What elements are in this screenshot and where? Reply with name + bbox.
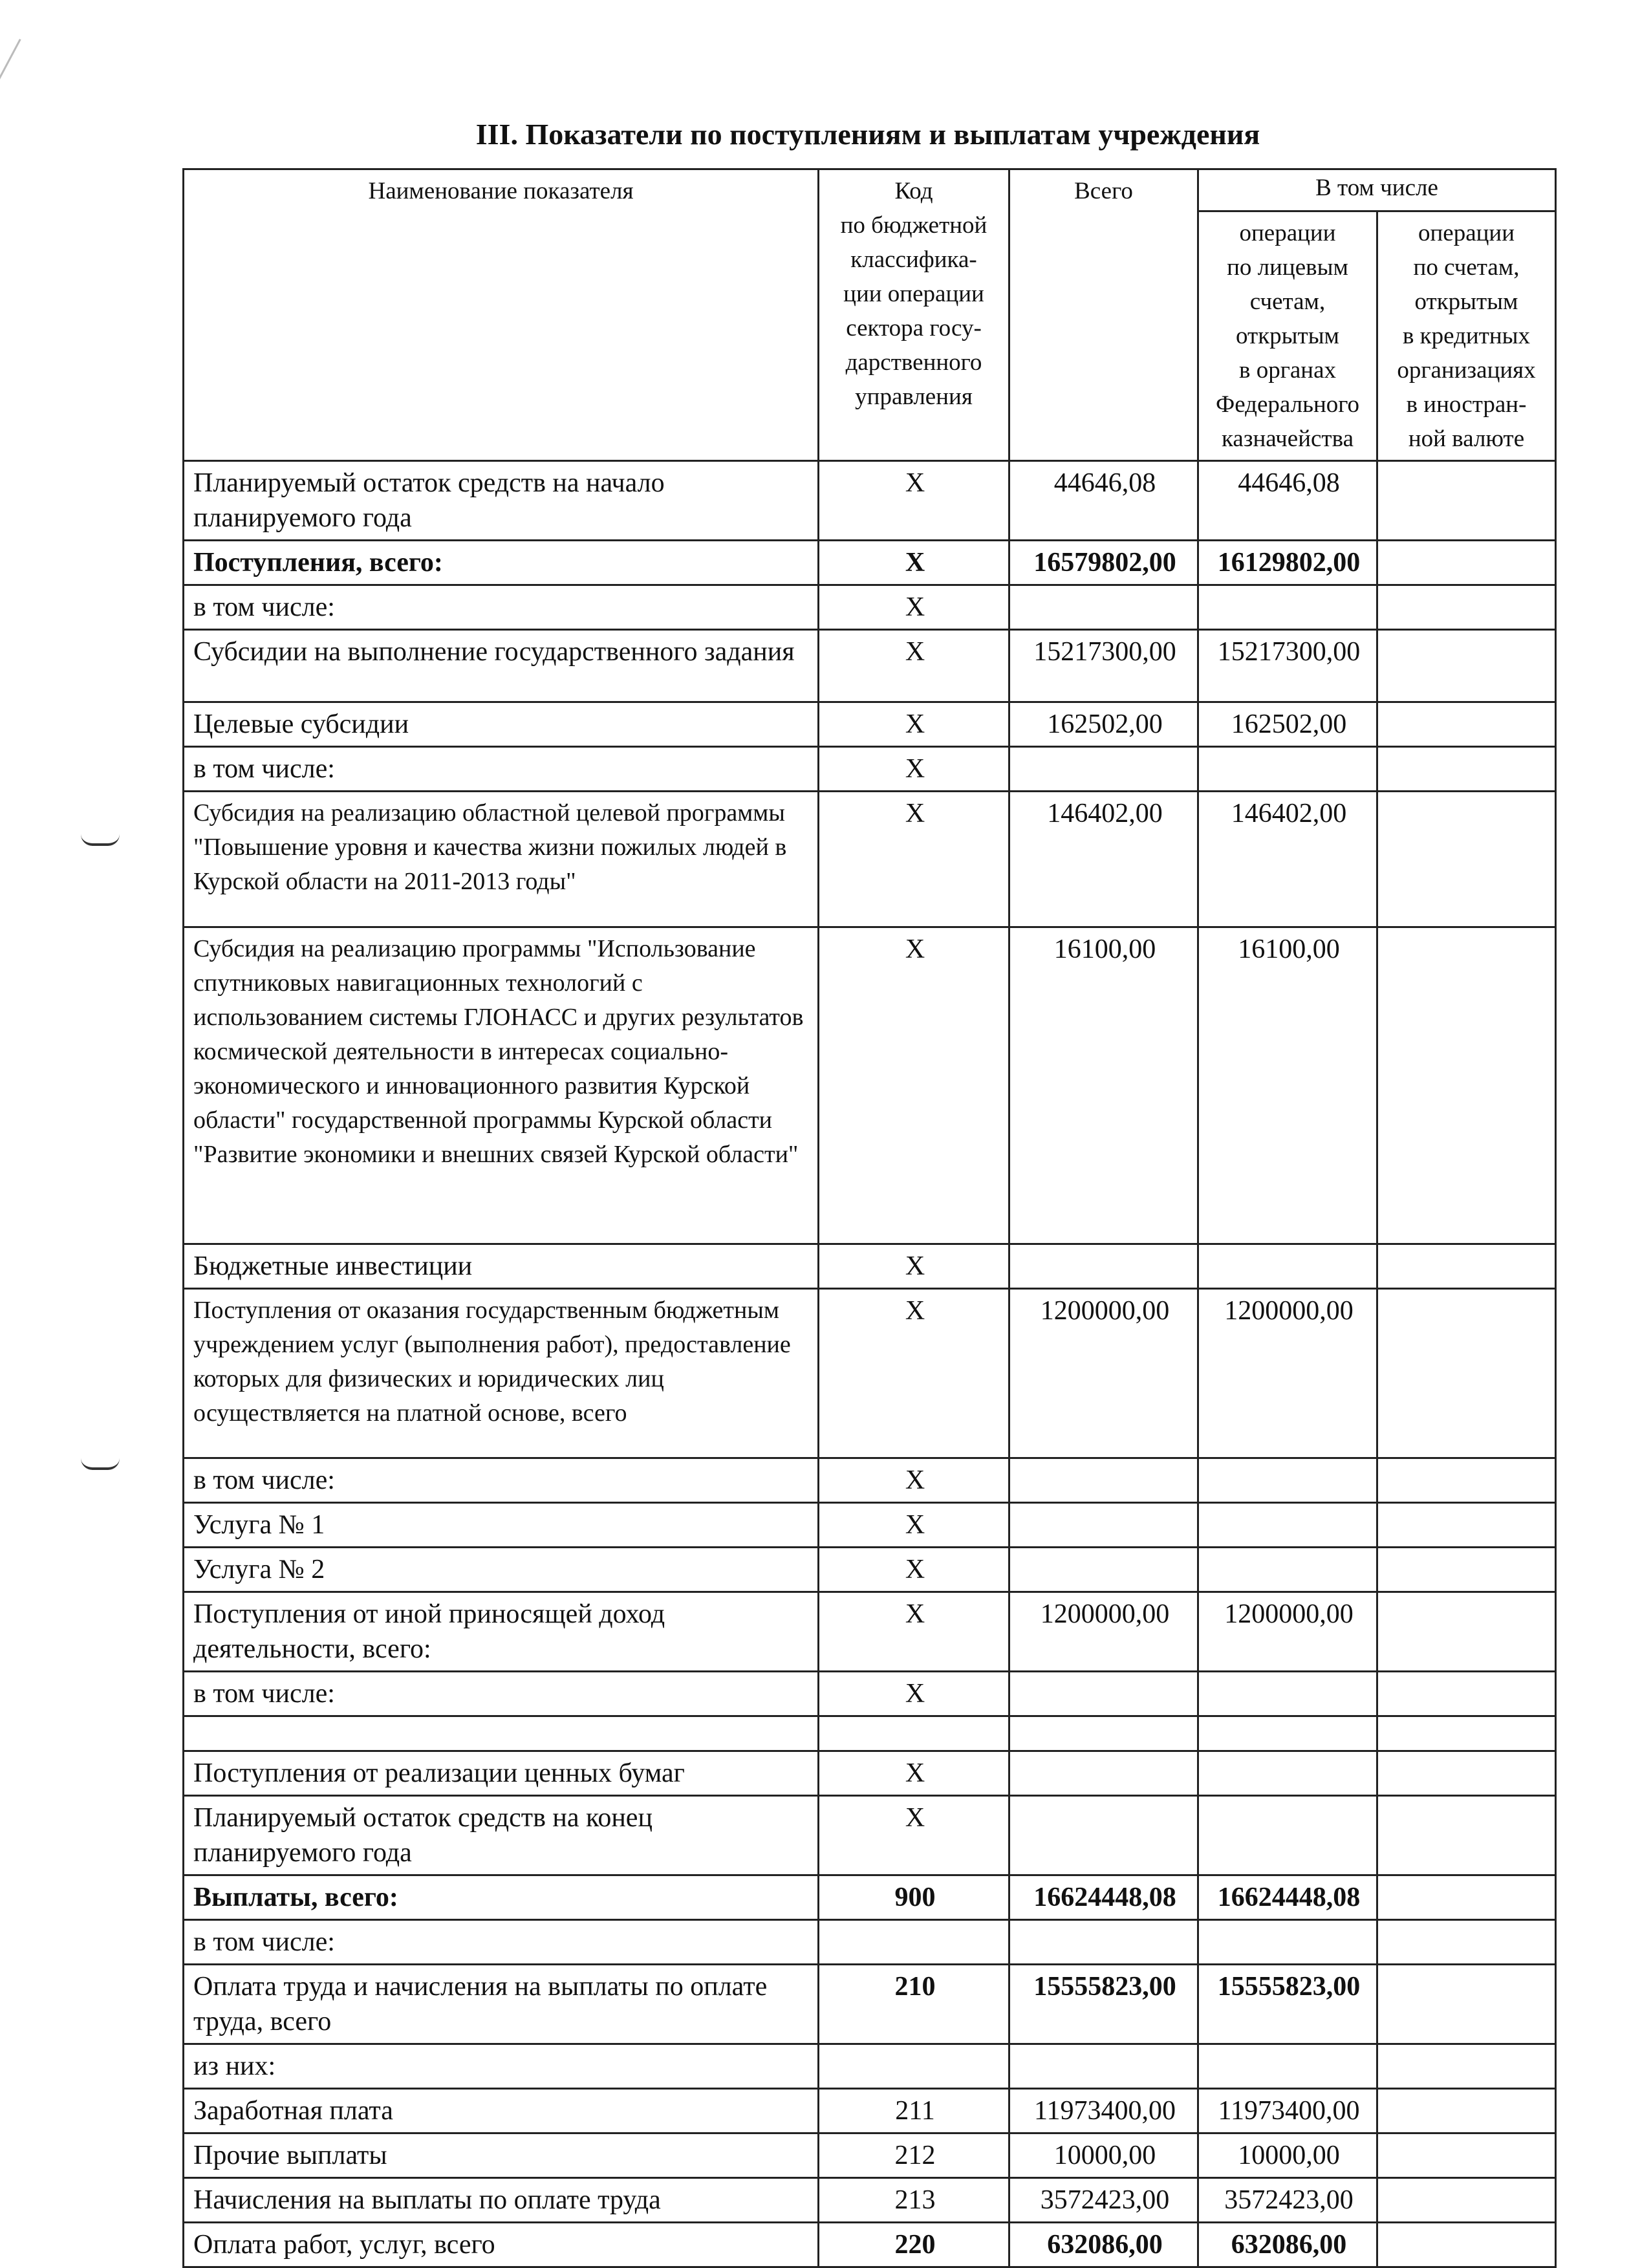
cell-total xyxy=(1009,1751,1198,1796)
cell-foreign xyxy=(1377,2133,1556,2178)
cell-treasury: 162502,00 xyxy=(1198,702,1377,747)
header-treasury: операции по лицевым счетам, открытым в органах Федерального казначейства xyxy=(1198,211,1377,461)
cell-foreign xyxy=(1377,2044,1556,2089)
cell-code: X xyxy=(819,1548,1009,1592)
indicators-table xyxy=(182,168,1557,2268)
cell-total xyxy=(1009,1458,1198,1503)
cell-code: 220 xyxy=(819,2223,1009,2267)
table-row xyxy=(184,1592,1556,1672)
cell-treasury xyxy=(1198,1244,1377,1289)
table-row xyxy=(184,1458,1556,1503)
cell-foreign xyxy=(1377,630,1556,702)
cell-code: X xyxy=(819,792,1009,927)
cell-code: X xyxy=(819,1503,1009,1548)
cell-name: Начисления на выплаты по оплате труда xyxy=(184,2178,819,2223)
cell-name: Планируемый остаток средств на конец планируемого года xyxy=(184,1796,819,1875)
cell-total xyxy=(1009,747,1198,792)
cell-total: 11973400,00 xyxy=(1009,2089,1198,2133)
cell-foreign xyxy=(1377,2178,1556,2223)
cell-foreign xyxy=(1377,1458,1556,1503)
cell-name: Выплаты, всего: xyxy=(184,1875,819,1920)
cell-name: Поступления, всего: xyxy=(184,541,819,585)
scan-margin-line xyxy=(0,39,21,211)
cell-name: Поступления от реализации ценных бумаг xyxy=(184,1751,819,1796)
cell-treasury xyxy=(1198,1458,1377,1503)
cell-total xyxy=(1009,1920,1198,1965)
scan-mark xyxy=(81,1458,120,1470)
table-row xyxy=(184,2044,1556,2089)
cell-name: Поступления от оказания государственным бюджетным учреждением услуг (выполнения работ), предоставление которых для физических и юридических лиц осуществляется на платной основе, всего xyxy=(184,1289,819,1458)
cell-treasury: 3572423,00 xyxy=(1198,2178,1377,2223)
cell-code: X xyxy=(819,1592,1009,1672)
cell-name: Субсидии на выполнение государственного задания xyxy=(184,630,819,702)
cell-foreign xyxy=(1377,1289,1556,1458)
table-row xyxy=(184,1751,1556,1796)
cell-foreign xyxy=(1377,1796,1556,1875)
cell-name: Субсидия на реализацию областной целевой программы "Повышение уровня и качества жизни пожилых людей в Курской области на 2011-2013 годы" xyxy=(184,792,819,927)
cell-total: 632086,00 xyxy=(1009,2223,1198,2267)
cell-name: Заработная плата xyxy=(184,2089,819,2133)
cell-code xyxy=(819,1920,1009,1965)
table-body xyxy=(184,461,1556,2267)
table-row xyxy=(184,1875,1556,1920)
cell-total: 16100,00 xyxy=(1009,927,1198,1244)
cell-treasury xyxy=(1198,1503,1377,1548)
table-row xyxy=(184,1289,1556,1458)
cell-treasury: 10000,00 xyxy=(1198,2133,1377,2178)
cell-foreign xyxy=(1377,461,1556,541)
cell-foreign xyxy=(1377,1716,1556,1751)
cell-name: в том числе: xyxy=(184,1672,819,1716)
cell-foreign xyxy=(1377,2223,1556,2267)
cell-code: X xyxy=(819,1796,1009,1875)
cell-name: Прочие выплаты xyxy=(184,2133,819,2178)
table-row xyxy=(184,1965,1556,2044)
cell-code: X xyxy=(819,585,1009,630)
cell-foreign xyxy=(1377,585,1556,630)
cell-total xyxy=(1009,1716,1198,1751)
cell-treasury: 16100,00 xyxy=(1198,927,1377,1244)
table-row xyxy=(184,927,1556,1244)
cell-code: 210 xyxy=(819,1965,1009,2044)
cell-code: 213 xyxy=(819,2178,1009,2223)
cell-foreign xyxy=(1377,1920,1556,1965)
cell-total: 44646,08 xyxy=(1009,461,1198,541)
cell-total: 3572423,00 xyxy=(1009,2178,1198,2223)
cell-code: X xyxy=(819,927,1009,1244)
table-row xyxy=(184,1796,1556,1875)
cell-treasury: 1200000,00 xyxy=(1198,1592,1377,1672)
cell-code: X xyxy=(819,541,1009,585)
cell-code: X xyxy=(819,461,1009,541)
cell-treasury xyxy=(1198,1751,1377,1796)
cell-treasury xyxy=(1198,1920,1377,1965)
cell-code: X xyxy=(819,747,1009,792)
cell-treasury xyxy=(1198,1548,1377,1592)
cell-total xyxy=(1009,585,1198,630)
table-row xyxy=(184,1716,1556,1751)
cell-code: X xyxy=(819,630,1009,702)
cell-total xyxy=(1009,1672,1198,1716)
cell-foreign xyxy=(1377,1875,1556,1920)
cell-foreign xyxy=(1377,1965,1556,2044)
scan-mark xyxy=(81,834,120,846)
cell-code: 212 xyxy=(819,2133,1009,2178)
cell-total xyxy=(1009,1548,1198,1592)
cell-foreign xyxy=(1377,927,1556,1244)
cell-code xyxy=(819,2044,1009,2089)
cell-treasury: 11973400,00 xyxy=(1198,2089,1377,2133)
cell-foreign xyxy=(1377,792,1556,927)
cell-name: в том числе: xyxy=(184,585,819,630)
cell-name: из них: xyxy=(184,2044,819,2089)
cell-name xyxy=(184,1716,819,1751)
table-row xyxy=(184,1548,1556,1592)
cell-treasury xyxy=(1198,747,1377,792)
cell-foreign xyxy=(1377,1751,1556,1796)
cell-foreign xyxy=(1377,1244,1556,1289)
cell-total: 10000,00 xyxy=(1009,2133,1198,2178)
cell-treasury: 16624448,08 xyxy=(1198,1875,1377,1920)
cell-total xyxy=(1009,1244,1198,1289)
cell-total xyxy=(1009,1796,1198,1875)
cell-treasury: 632086,00 xyxy=(1198,2223,1377,2267)
cell-code: X xyxy=(819,1751,1009,1796)
cell-name: Поступления от иной приносящей доход деятельности, всего: xyxy=(184,1592,819,1672)
table-row xyxy=(184,2178,1556,2223)
header-row-1 xyxy=(184,169,1556,211)
cell-name: Оплата труда и начисления на выплаты по оплате труда, всего xyxy=(184,1965,819,2044)
cell-foreign xyxy=(1377,1672,1556,1716)
table-row xyxy=(184,747,1556,792)
table-row xyxy=(184,702,1556,747)
cell-total: 146402,00 xyxy=(1009,792,1198,927)
table-row xyxy=(184,1503,1556,1548)
cell-total: 162502,00 xyxy=(1009,702,1198,747)
cell-total xyxy=(1009,1503,1198,1548)
cell-treasury xyxy=(1198,2044,1377,2089)
cell-foreign xyxy=(1377,747,1556,792)
cell-code: X xyxy=(819,1458,1009,1503)
cell-code xyxy=(819,1716,1009,1751)
cell-foreign xyxy=(1377,1592,1556,1672)
table-row xyxy=(184,2089,1556,2133)
cell-name: Бюджетные инвестиции xyxy=(184,1244,819,1289)
cell-name: Оплата работ, услуг, всего xyxy=(184,2223,819,2267)
cell-foreign xyxy=(1377,2089,1556,2133)
cell-foreign xyxy=(1377,1548,1556,1592)
table-row xyxy=(184,2223,1556,2267)
cell-name: Субсидия на реализацию программы "Использование спутниковых навигационных технологий с использованием системы ГЛОНАСС и других результатов космической деятельности в интересах социально-экономического и инновационного развития Курской области" государственной программы Курской области "Развитие экономики и внешних связей Курской области" xyxy=(184,927,819,1244)
table-row xyxy=(184,461,1556,541)
cell-name: в том числе: xyxy=(184,1920,819,1965)
table-row xyxy=(184,1244,1556,1289)
cell-name: Услуга № 2 xyxy=(184,1548,819,1592)
table-row xyxy=(184,2133,1556,2178)
cell-name: в том числе: xyxy=(184,1458,819,1503)
cell-code: 900 xyxy=(819,1875,1009,1920)
cell-total: 16624448,08 xyxy=(1009,1875,1198,1920)
cell-code: X xyxy=(819,1244,1009,1289)
cell-total: 15555823,00 xyxy=(1009,1965,1198,2044)
cell-treasury: 1200000,00 xyxy=(1198,1289,1377,1458)
cell-treasury: 15217300,00 xyxy=(1198,630,1377,702)
cell-foreign xyxy=(1377,702,1556,747)
cell-treasury: 146402,00 xyxy=(1198,792,1377,927)
cell-total: 1200000,00 xyxy=(1009,1289,1198,1458)
cell-name: в том числе: xyxy=(184,747,819,792)
table-row xyxy=(184,1920,1556,1965)
table-row xyxy=(184,630,1556,702)
cell-treasury xyxy=(1198,1796,1377,1875)
cell-name: Планируемый остаток средств на начало планируемого года xyxy=(184,461,819,541)
header-including: В том числе xyxy=(1198,169,1556,211)
table-row xyxy=(184,585,1556,630)
cell-code: X xyxy=(819,1672,1009,1716)
cell-total: 16579802,00 xyxy=(1009,541,1198,585)
cell-treasury xyxy=(1198,1672,1377,1716)
header-foreign: операции по счетам, открытым в кредитных организациях в иностран- ной валюте xyxy=(1377,211,1556,461)
cell-treasury: 44646,08 xyxy=(1198,461,1377,541)
cell-total: 15217300,00 xyxy=(1009,630,1198,702)
cell-code: X xyxy=(819,702,1009,747)
cell-code: X xyxy=(819,1289,1009,1458)
cell-treasury: 15555823,00 xyxy=(1198,1965,1377,2044)
cell-treasury xyxy=(1198,1716,1377,1751)
cell-total: 1200000,00 xyxy=(1009,1592,1198,1672)
header-total: Всего xyxy=(1009,169,1198,461)
cell-total xyxy=(1009,2044,1198,2089)
table-row xyxy=(184,541,1556,585)
cell-foreign xyxy=(1377,541,1556,585)
cell-name: Услуга № 1 xyxy=(184,1503,819,1548)
table-row xyxy=(184,792,1556,927)
header-code: Код по бюджетной классифика- ции операции сектора госу- дарственного управления xyxy=(819,169,1009,461)
cell-code: 211 xyxy=(819,2089,1009,2133)
cell-foreign xyxy=(1377,1503,1556,1548)
cell-treasury: 16129802,00 xyxy=(1198,541,1377,585)
header-name: Наименование показателя xyxy=(184,169,819,461)
cell-name: Целевые субсидии xyxy=(184,702,819,747)
cell-treasury xyxy=(1198,585,1377,630)
table-row xyxy=(184,1672,1556,1716)
page-title: III. Показатели по поступлениям и выплатам учреждения xyxy=(475,118,1260,151)
